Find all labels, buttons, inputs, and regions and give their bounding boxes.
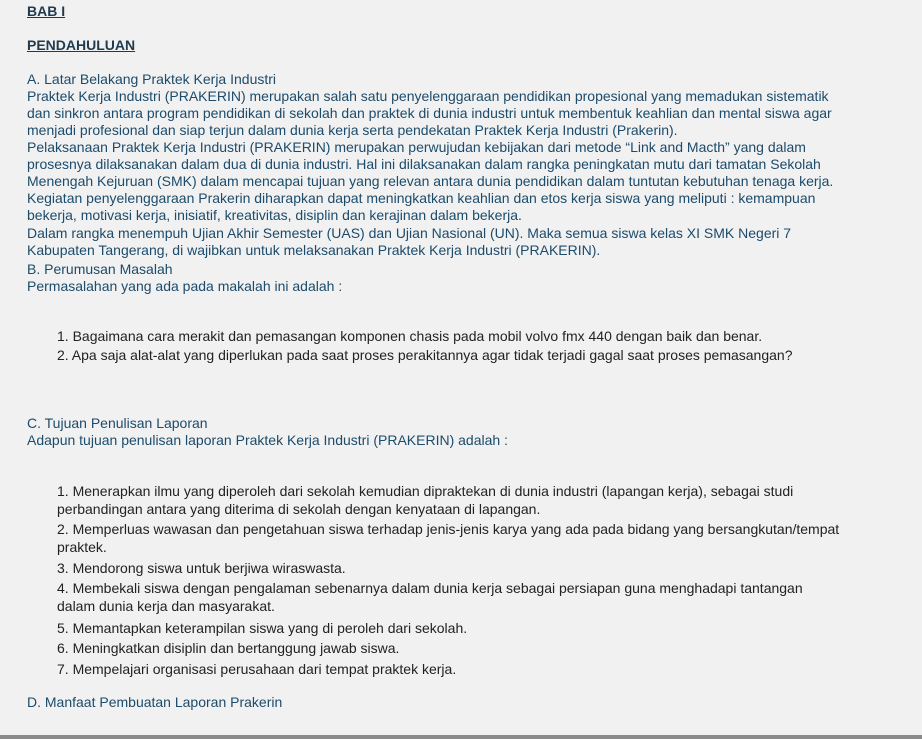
section-a-line: Praktek Kerja Industri (PRAKERIN) merupakan salah satu penyelenggaraan pendidikan propesional yang memadukan sistematik [27,88,829,104]
chapter-title: PENDAHULUAN [27,37,136,53]
list-item: dalam dunia kerja dan masyarakat. [57,598,275,614]
section-a-line: Kabupaten Tangerang, di wajibkan untuk melaksanakan Praktek Kerja Industri (PRAKERIN). [27,242,601,258]
section-a-line: Menengah Kejuruan (SMK) dalam mencapai tujuan yang relevan antara dunia pendidikan dalam tuntutan kebutuhan tenaga kerja. [27,173,834,189]
section-a-line: Pelaksanaan Praktek Kerja Industri (PRAKERIN) merupakan perwujudan kebijakan dari metode “Link and Macth” yang dalam [27,139,806,155]
section-a-line: prosesnya dilaksanakan dalam dua di dunia industri. Hal ini dilaksanakan dalam rangka peningkatan mutu dari tamatan Sekolah [27,156,821,172]
section-a-line: bekerja, motivasi kerja, inisiatif, kreativitas, disiplin dan kerajinan dalam bekerja. [27,207,522,223]
list-item: perbandingan antara yang diterima di sekolah dengan kenyataan di lapangan. [57,501,541,517]
section-c-intro: Adapun tujuan penulisan laporan Praktek Kerja Industri (PRAKERIN) adalah : [27,432,508,448]
section-b-intro: Permasalahan yang ada pada makalah ini adalah : [27,278,343,294]
list-item: 7. Mempelajari organisasi perusahaan dari tempat praktek kerja. [57,661,457,677]
list-item: 1. Bagaimana cara merakit dan pemasangan komponen chasis pada mobil volvo fmx 440 dengan baik dan benar. [57,328,763,344]
section-a-line: Dalam rangka menempuh Ujian Akhir Semester (UAS) dan Ujian Nasional (UN). Maka semua siswa kelas XI SMK Negeri 7 [27,225,792,241]
bottom-divider [0,735,922,739]
section-a-line: Kegiatan penyelenggaraan Prakerin diharapkan dapat meningkatkan keahlian dan etos kerja siswa yang meliputi : kemampuan [27,190,816,206]
section-a-line: menjadi profesional dan siap terjun dalam dunia kerja serta pendekatan Praktek Kerja Industri (Prakerin). [27,122,678,138]
list-item: 2. Memperluas wawasan dan pengetahuan siswa terhadap jenis-jenis karya yang ada pada bidang yang bersangkutan/tempat [57,521,840,537]
section-c-title: C. Tujuan Penulisan Laporan [27,415,208,431]
list-item: 2. Apa saja alat-alat yang diperlukan pada saat proses perakitannya agar tidak terjadi gagal saat proses pemasangan? [57,347,793,363]
section-b-title: B. Perumusan Masalah [27,261,173,277]
list-item: 5. Memantapkan keterampilan siswa yang di peroleh dari sekolah. [57,620,468,636]
section-a-title: A. Latar Belakang Praktek Kerja Industri [27,71,277,87]
list-item: 3. Mendorong siswa untuk berjiwa wiraswasta. [57,560,346,576]
chapter-label: BAB I [27,3,66,19]
list-item: 1. Menerapkan ilmu yang diperoleh dari sekolah kemudian dipraktekan di dunia industri (lapangan kerja), sebagai studi [57,483,794,499]
section-a-line: dan sinkron antara program pendidikan di sekolah dan praktek di dunia industri untuk membentuk keahlian dan mental siswa agar [27,105,832,121]
list-item: 4. Membekali siswa dengan pengalaman sebenarnya dalam dunia kerja sebagai persiapan guna menghadapi tantangan [57,580,803,596]
list-item: 6. Meningkatkan disiplin dan bertanggung jawab siswa. [57,640,400,656]
list-item: praktek. [57,539,107,555]
section-d-title: D. Manfaat Pembuatan Laporan Prakerin [27,694,283,710]
